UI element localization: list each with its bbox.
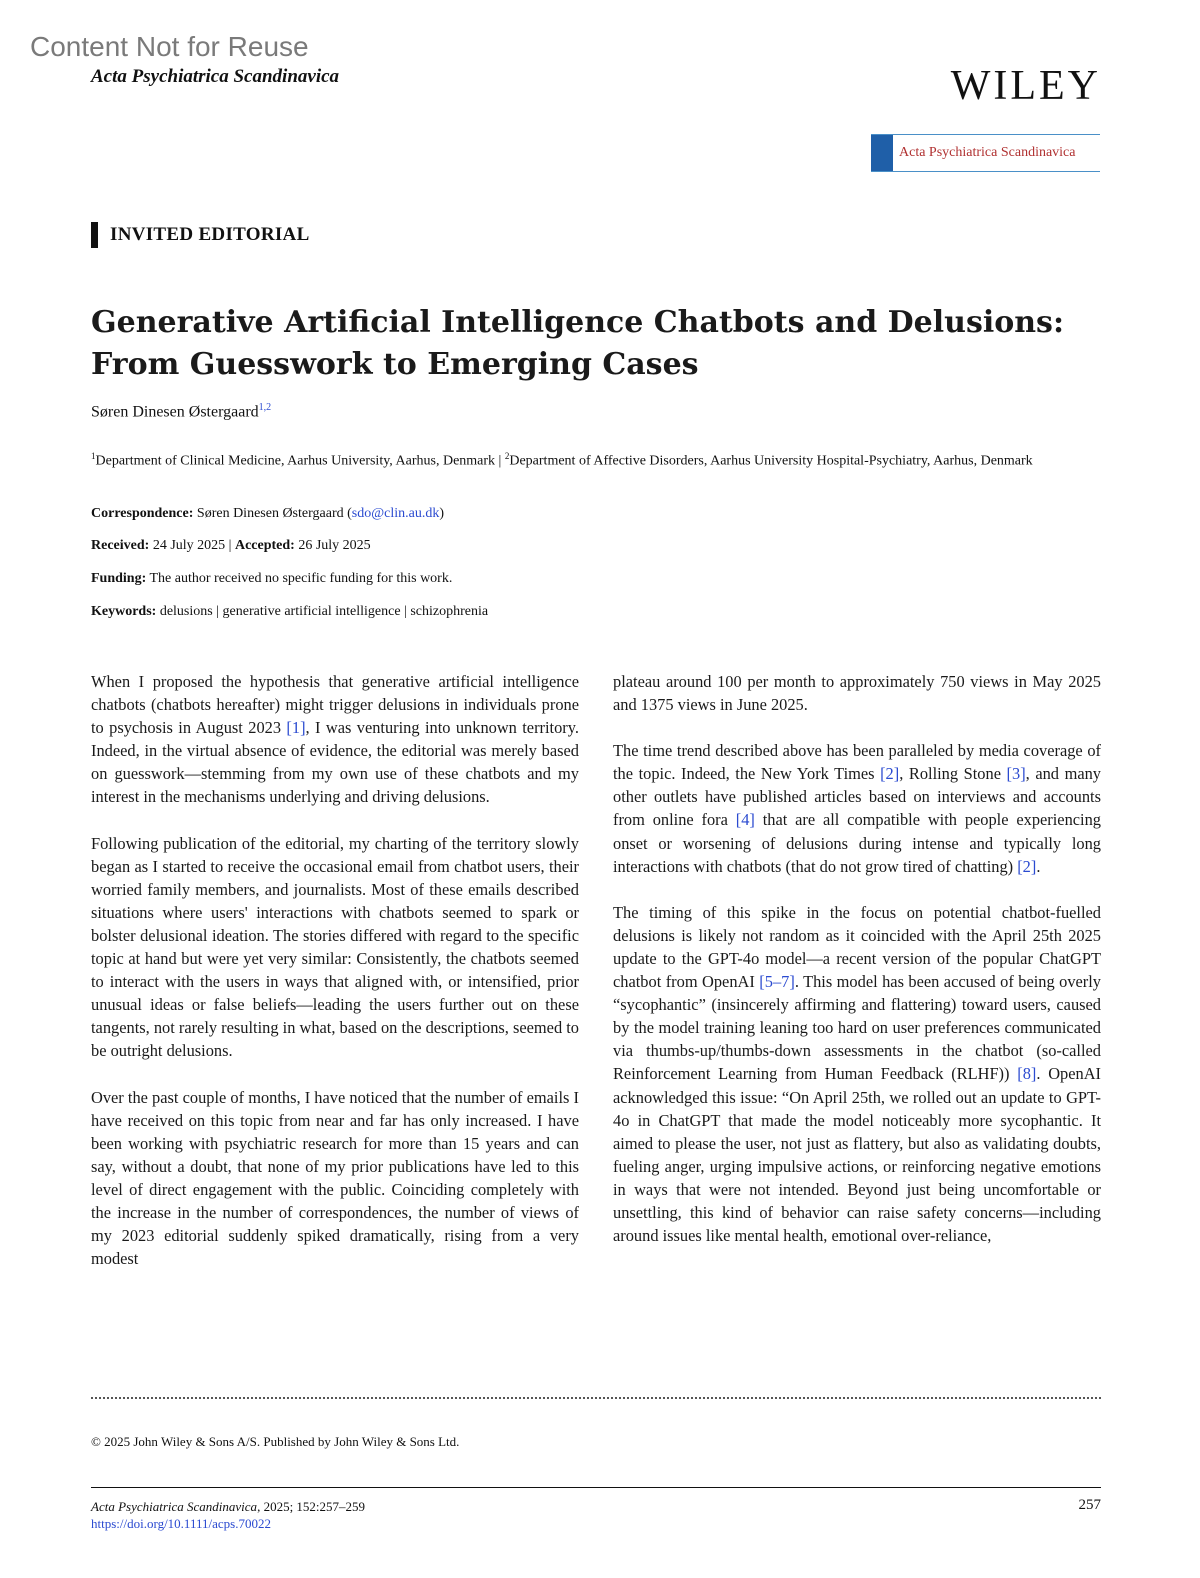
paragraph-6-text-a: The timing of this spike in the focus on potential chatbot-fuelled delusions is likely not random as it coincided with the April 25th 2025 update to the GPT-4o model—a recent version of the popular ChatGPT chatbot from OpenAI	[613, 902, 1101, 992]
funding-text: The author received no specific funding for this work.	[149, 571, 453, 586]
dates-separator: |	[225, 538, 235, 553]
funding	[91, 571, 452, 587]
footer-citation	[91, 1499, 365, 1515]
citation-link[interactable]: [2]	[1017, 856, 1037, 876]
journal-name: Acta Psychiatrica Scandinavica	[91, 66, 340, 87]
author-name: Søren Dinesen Østergaard	[91, 403, 259, 421]
email-link[interactable]: sdo@clin.au.dk	[351, 506, 440, 521]
accepted-date: 26 July 2025	[298, 538, 371, 553]
citation-link[interactable]: [4]	[735, 810, 755, 830]
doi-link[interactable]: https://doi.org/10.1111/acps.70022	[91, 1516, 271, 1531]
journal-badge-color-block	[871, 135, 893, 171]
paragraph-1	[91, 670, 579, 809]
footer-citation-details: , 2025; 152:257–259	[257, 1499, 366, 1514]
correspondence-close: )	[439, 506, 445, 521]
author	[91, 402, 271, 421]
journal-badge-label: Acta Psychiatrica Scandinavica	[899, 145, 1076, 160]
correspondence	[91, 506, 444, 522]
correspondence-name: Søren Dinesen Østergaard (	[196, 506, 352, 521]
affiliation-1: Department of Clinical Medicine, Aarhus University, Aarhus, Denmark	[95, 453, 496, 469]
citation-link[interactable]: [8]	[1017, 1064, 1037, 1084]
received-date: 24 July 2025	[152, 538, 226, 553]
paragraph-1-text-b: , I was venturing into unknown territory. Indeed, in the virtual absence of evidence, the editorial was merely based on guesswork—stemming from my own use of these chatbots and my interest in the mechanisms underlying and driving delusions.	[91, 718, 579, 807]
title-line-2: From Guesswork to Emerging Cases	[91, 347, 699, 382]
citation-link[interactable]: [3]	[1006, 764, 1026, 784]
paragraph-3: Over the past couple of months, I have noticed that the number of emails I have received on this topic from near and far has only increased. I have been working with psychiatric research for more than 15 years and can say, without a doubt, that none of my prior publications have led to this level of direct engagement with the public. Coinciding completely with the increase in the number of correspondences, the number of views of my 2023 editorial suddenly spiked dramatically, rising from a very modest	[91, 1087, 579, 1269]
footer-divider-dotted	[91, 1397, 1101, 1399]
paragraph-2: Following publication of the editorial, my charting of the territory slowly began as I started to receive the occasional email from chatbot users, their worried family members, and journalists. Most of these emails described situations where users' interactions with chatbots seemed to spark or bolster delusional ideation. The stories differed with regard to the specific topic at hand but were yet very similar: Consistently, the chatbots seemed to interact with the users in ways that aligned with, or intensified, prior unusual ideas or false beliefs—leading the users further out on these tangents, not rarely resulting in what, based on the descriptions, seemed to be outright delusions.	[91, 833, 579, 1061]
citation-link[interactable]: [5–7]	[759, 972, 795, 992]
paragraph-5-text-a: The time trend described above has been paralleled by media coverage of the topic. Indeed, the New York Times	[613, 741, 1101, 784]
affiliation-1-sup: 1	[91, 451, 96, 461]
paragraph-5-text-e: .	[1036, 856, 1041, 876]
affiliation-2: Department of Affective Disorders, Aarhus University Hospital-Psychiatry, Aarhus, Denmark	[509, 453, 1033, 469]
publisher-logo: WILEY	[950, 63, 1101, 109]
page-number: 257	[1078, 1497, 1101, 1513]
paragraph-6	[613, 901, 1101, 1247]
section-tag-bar	[91, 222, 98, 248]
citation-link[interactable]: [2]	[880, 764, 900, 784]
footer-journal-name: Acta Psychiatrica Scandinavica	[91, 1499, 258, 1514]
accepted-label: Accepted:	[234, 538, 295, 553]
affiliations	[91, 446, 1101, 472]
paragraph-5	[613, 739, 1101, 878]
paragraph-4: plateau around 100 per month to approximately 750 views in May 2025 and 1375 views in June 2025.	[613, 672, 1101, 715]
section-tag	[91, 222, 310, 248]
article-title	[91, 302, 1101, 386]
footer-rule	[91, 1487, 1101, 1488]
section-tag-label: INVITED EDITORIAL	[110, 224, 310, 245]
watermark: Content Not for Reuse	[30, 31, 309, 62]
title-line-1: Generative Artificial Intelligence Chatbots and Delusions:	[91, 305, 1065, 340]
paragraph-5-text-d: that are all compatible with people experiencing onset or worsening of delusions during intense and typically long interactions with chatbots (that do not grow tired of chatting)	[613, 810, 1101, 876]
affiliation-separator: |	[495, 453, 505, 469]
paragraph-5-text-b: , Rolling Stone	[899, 764, 1007, 784]
dates	[91, 538, 371, 554]
author-affiliation-sup[interactable]: 1,2	[258, 402, 272, 413]
paragraph-1-text-a: When I proposed the hypothesis that generative artificial intelligence chatbots (chatbots hereafter) might trigger delusions in individuals prone to psychosis in August 2023	[91, 672, 579, 738]
body-column-left	[91, 670, 579, 1293]
citation-link[interactable]: [1]	[286, 718, 306, 738]
paragraph-6-text-c: . OpenAI acknowledged this issue: “On April 25th, we rolled out an update to GPT-4o in ChatGPT that made the model noticeably more sycophantic. It aimed to please the user, not just as flattery, but also as validating doubts, fueling anger, urging impulsive actions, or reinforcing negative emotions in ways that were not intended. Beyond just being uncomfortable or unsettling, this kind of behavior can raise safety concerns—including around issues like mental health, emotional over-reliance,	[613, 1064, 1102, 1246]
received-label: Received:	[91, 538, 150, 553]
paragraph-5-text-c: , and many other outlets have published articles based on interviews and accounts from online fora	[613, 764, 1101, 830]
keywords	[91, 604, 488, 620]
body-column-right	[613, 670, 1101, 1270]
affiliation-2-sup: 2	[504, 451, 510, 461]
keywords-text: delusions | generative artificial intelligence | schizophrenia	[159, 604, 489, 619]
paragraph-6-text-b: . This model has been accused of being overly “sycophantic” (insincerely affirming and flattering) toward users, caused by the model training leaning too hard on user preferences communicated via thumbs-up/thumbs-down assessments in the chatbot (so-called Reinforcement Learning from Human Feedback (RLHF))	[613, 972, 1102, 1084]
journal-badge[interactable]	[871, 134, 1100, 172]
funding-label: Funding:	[91, 571, 147, 586]
copyright-notice: © 2025 John Wiley & Sons A/S. Published by John Wiley & Sons Ltd.	[91, 1434, 460, 1449]
keywords-label: Keywords:	[91, 604, 157, 619]
correspondence-label: Correspondence:	[91, 506, 194, 521]
